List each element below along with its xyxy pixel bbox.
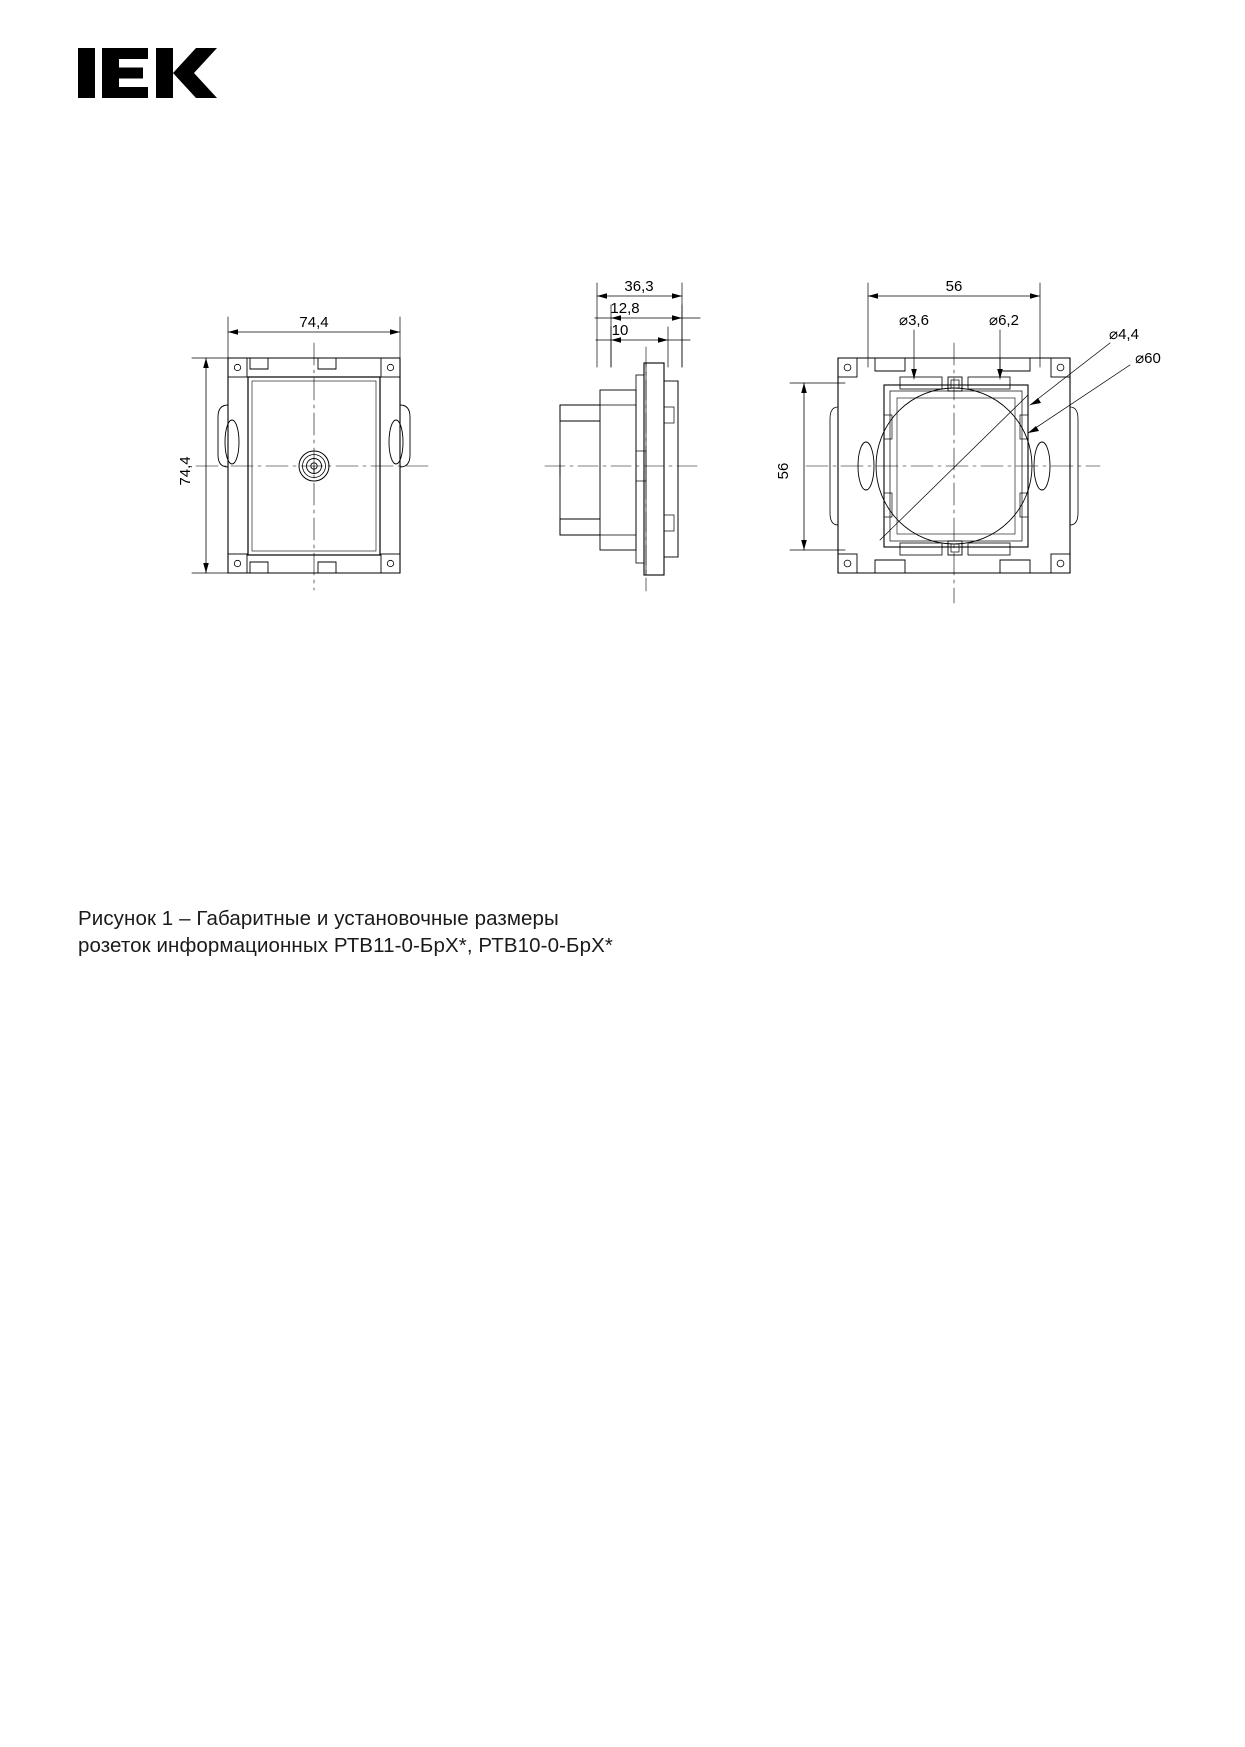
dim-rear-height: 56 bbox=[775, 462, 792, 480]
dim-side-10: 10 bbox=[611, 322, 629, 339]
dim-circle-60: ⌀60 bbox=[1135, 350, 1161, 367]
dim-side-128: 12,8 bbox=[610, 300, 640, 317]
dim-side-depth: 36,3 bbox=[624, 278, 654, 295]
figure-caption bbox=[78, 905, 838, 959]
dim-front-width: 74,4 bbox=[299, 314, 329, 331]
iek-logo bbox=[78, 42, 218, 104]
rear-view bbox=[790, 283, 1130, 603]
dim-rear-width: 56 bbox=[945, 278, 963, 295]
dim-hole-36: ⌀3,6 bbox=[899, 312, 929, 329]
front-view bbox=[192, 317, 430, 590]
figure-caption-line-2: розеток информационных РТВ11-0-БрХ*, РТВ10-0-БрХ* bbox=[78, 934, 613, 957]
dim-hole-44: ⌀4,4 bbox=[1109, 326, 1139, 343]
figure-caption-line-1: Рисунок 1 – Габаритные и установочные размеры bbox=[78, 907, 559, 930]
dim-front-height: 74,4 bbox=[177, 456, 194, 486]
dim-hole-62: ⌀6,2 bbox=[989, 312, 1019, 329]
technical-drawing bbox=[0, 255, 1245, 635]
